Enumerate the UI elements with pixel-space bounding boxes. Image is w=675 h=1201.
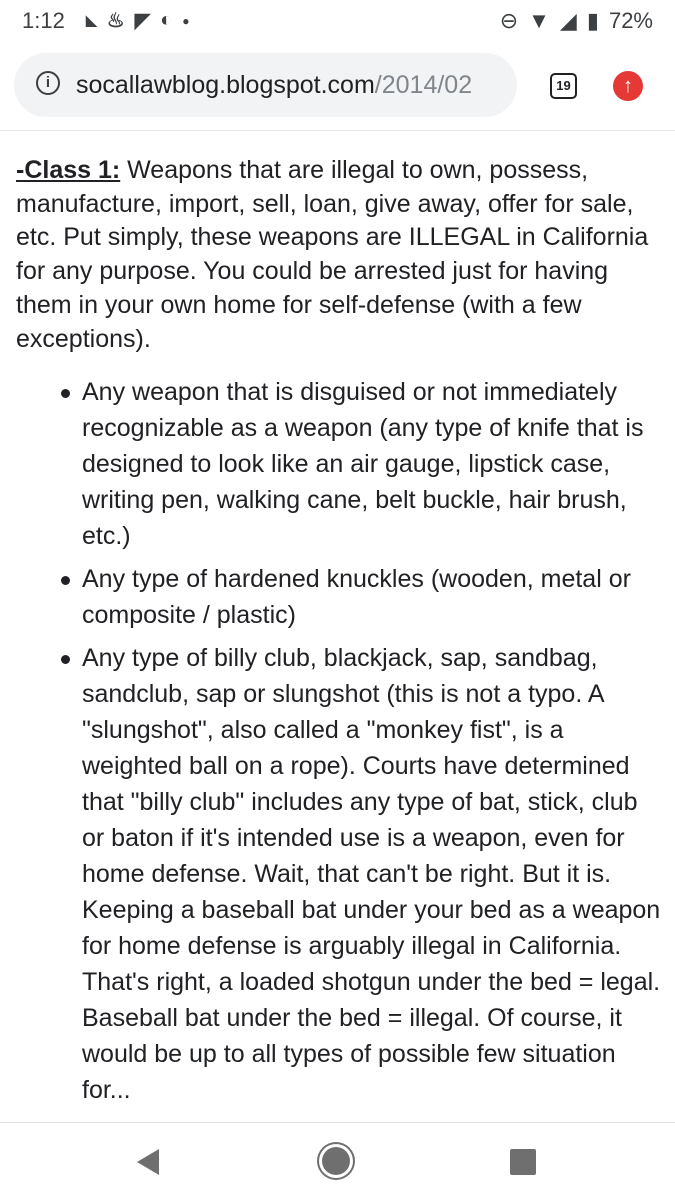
update-icon[interactable]: ↑: [613, 71, 643, 101]
do-not-disturb-icon: ⊖: [499, 8, 519, 33]
wifi-icon: ▼: [528, 8, 550, 33]
list-item: Any type of billy club, blackjack, sap, sandbag, sandclub, sap or slungshot (this is not a typo. A "slungshot", also called a "monkey fist", is a weighted ball on a rope). Courts have determined that "billy club" includes any type of bat, stick, club or baton if it's intended use is a weapon, even for home defense. Wait, that can't be right. But it is. Keeping a baseball bat under your bed as a weapon for home defense is arguably illegal in California. That's right, a loaded shotgun under the bed = legal. Baseball bat under the bed = illegal. Of course, it would be up to all types of possible few situation for...: [82, 640, 661, 1108]
weapons-list: [16, 374, 661, 1108]
url-bar[interactable]: [14, 53, 517, 117]
more-notifications-icon: ●: [182, 13, 190, 28]
home-icon[interactable]: [322, 1147, 350, 1175]
status-bar: [0, 0, 675, 42]
recents-icon[interactable]: [510, 1149, 536, 1175]
article-content: [16, 154, 661, 1122]
a-notification-icon: ◐: [160, 9, 173, 31]
signal-icon: ◢: [559, 8, 577, 33]
list-item: Any weapon that is disguised or not immediately recognizable as a weapon (any type of knife that is designed to look like an air gauge, lipstick case, writing pen, walking cane, belt buckle, hair brush, etc.): [82, 374, 661, 554]
tab-switcher-button[interactable]: 19: [550, 73, 577, 99]
battery-icon: ▮: [586, 8, 599, 33]
url-text[interactable]: [76, 71, 506, 100]
intro-text: Weapons that are illegal to own, possess, manufacture, import, sell, loan, give away, offer for sale, etc. Put simply, these weapons are ILLEGAL in California for any purpose. You could be arrested just for having them in your own home for self-defense (with a few exceptions).: [16, 156, 649, 353]
v-notification-icon: ◤: [134, 10, 151, 32]
clock: 1:12: [22, 8, 65, 33]
browser-toolbar: [0, 42, 675, 131]
fire-notification-icon: ♨: [106, 10, 125, 32]
app-notification-icon: ◣: [86, 12, 97, 28]
class-1-label: -Class 1:: [16, 156, 121, 184]
back-icon[interactable]: [137, 1149, 159, 1175]
navigation-bar: [0, 1122, 675, 1201]
list-item: Any type of hardened knuckles (wooden, metal or composite / plastic): [82, 561, 661, 633]
url-host: socallawblog.blogspot.com: [76, 71, 375, 99]
info-icon[interactable]: i: [36, 71, 60, 95]
system-icons: [500, 8, 653, 34]
battery-percent: 72%: [608, 8, 653, 33]
url-path: /2014/02: [374, 71, 473, 99]
notification-icons: [86, 8, 189, 33]
class-1-intro: [16, 154, 661, 356]
